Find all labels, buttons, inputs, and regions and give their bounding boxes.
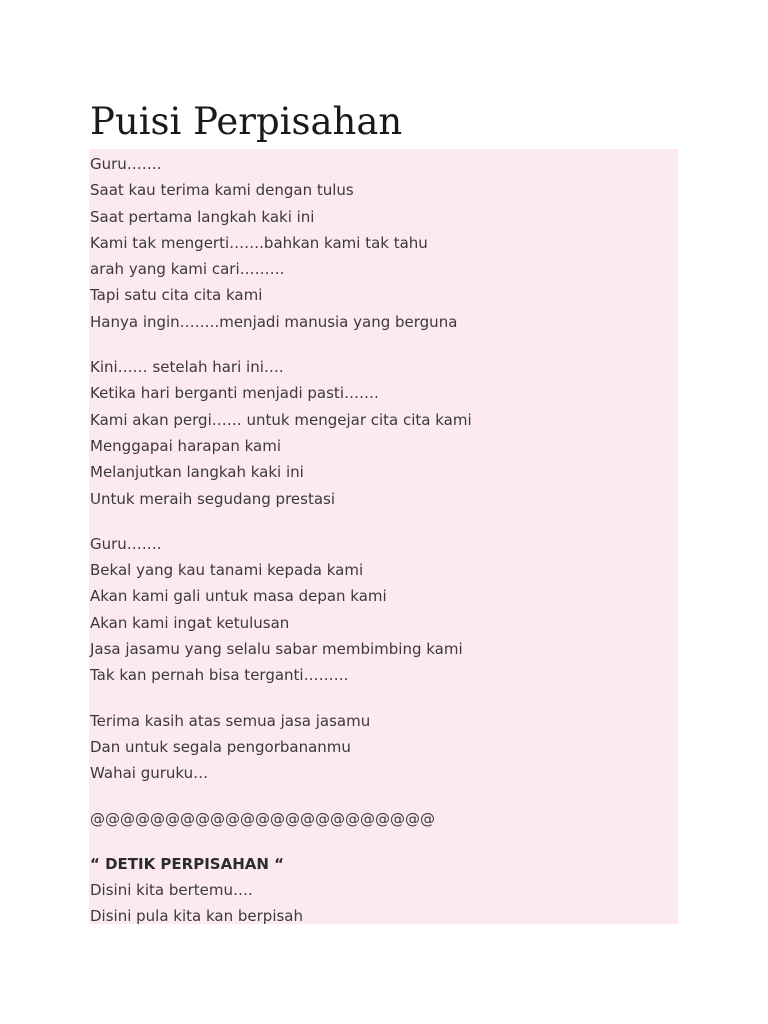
poem-line: Guru……. bbox=[90, 155, 162, 173]
poem-line: Tak kan pernah bisa terganti……… bbox=[90, 666, 349, 685]
poem-stanza bbox=[90, 354, 676, 512]
poem-stanza bbox=[90, 708, 676, 787]
poem-line: @@@@@@@@@@@@@@@@@@@@@@@ bbox=[90, 809, 435, 828]
poem-line: Ketika hari berganti menjadi pasti……. bbox=[90, 384, 379, 403]
poem-stanza bbox=[90, 151, 676, 335]
poem-line: Guru……. bbox=[90, 534, 162, 553]
page-title: Puisi Perpisahan bbox=[90, 100, 403, 143]
poem-line: arah yang kami cari……… bbox=[90, 260, 285, 279]
poem-line: Dan untuk segala pengorbananmu bbox=[90, 737, 351, 756]
poem-line: Bekal yang kau tanami kepada kami bbox=[90, 561, 364, 580]
poem-line: Melanjutkan langkah kaki ini bbox=[90, 463, 304, 482]
poem-line: Disini kita bertemu…. bbox=[90, 881, 253, 900]
poem-line: Disini pula kita kan berpisah bbox=[90, 907, 304, 924]
section-heading: “ DETIK PERPISAHAN “ bbox=[90, 854, 285, 873]
poem-line: Kini…… setelah hari ini…. bbox=[90, 358, 284, 377]
poem-line: Terima kasih atas semua jasa jasamu bbox=[90, 711, 371, 730]
poem-line: Jasa jasamu yang selalu sabar membimbing kami bbox=[90, 640, 463, 659]
poem-line: Kami tak mengerti…….bahkan kami tak tahu bbox=[90, 233, 428, 252]
poem-line: Menggapai harapan kami bbox=[90, 436, 282, 455]
poem-line: Hanya ingin……..menjadi manusia yang berguna bbox=[90, 312, 458, 331]
poem-stanza bbox=[90, 851, 676, 924]
poem-line: Saat pertama langkah kaki ini bbox=[90, 207, 315, 226]
poem-line: Saat kau terima kami dengan tulus bbox=[90, 181, 354, 200]
poem-line: Kami akan pergi…… untuk mengejar cita cita kami bbox=[90, 410, 472, 429]
poem-highlight-box bbox=[89, 149, 678, 924]
poem-line: Akan kami ingat ketulusan bbox=[90, 613, 290, 632]
poem-stanza bbox=[90, 806, 676, 832]
poem-line: Untuk meraih segudang prestasi bbox=[90, 489, 336, 508]
poem-line: Tapi satu cita cita kami bbox=[90, 286, 263, 305]
poem-line: Wahai guruku… bbox=[90, 764, 209, 783]
poem-line: Akan kami gali untuk masa depan kami bbox=[90, 587, 387, 606]
poem-body bbox=[90, 151, 676, 924]
poem-stanza bbox=[90, 531, 676, 689]
